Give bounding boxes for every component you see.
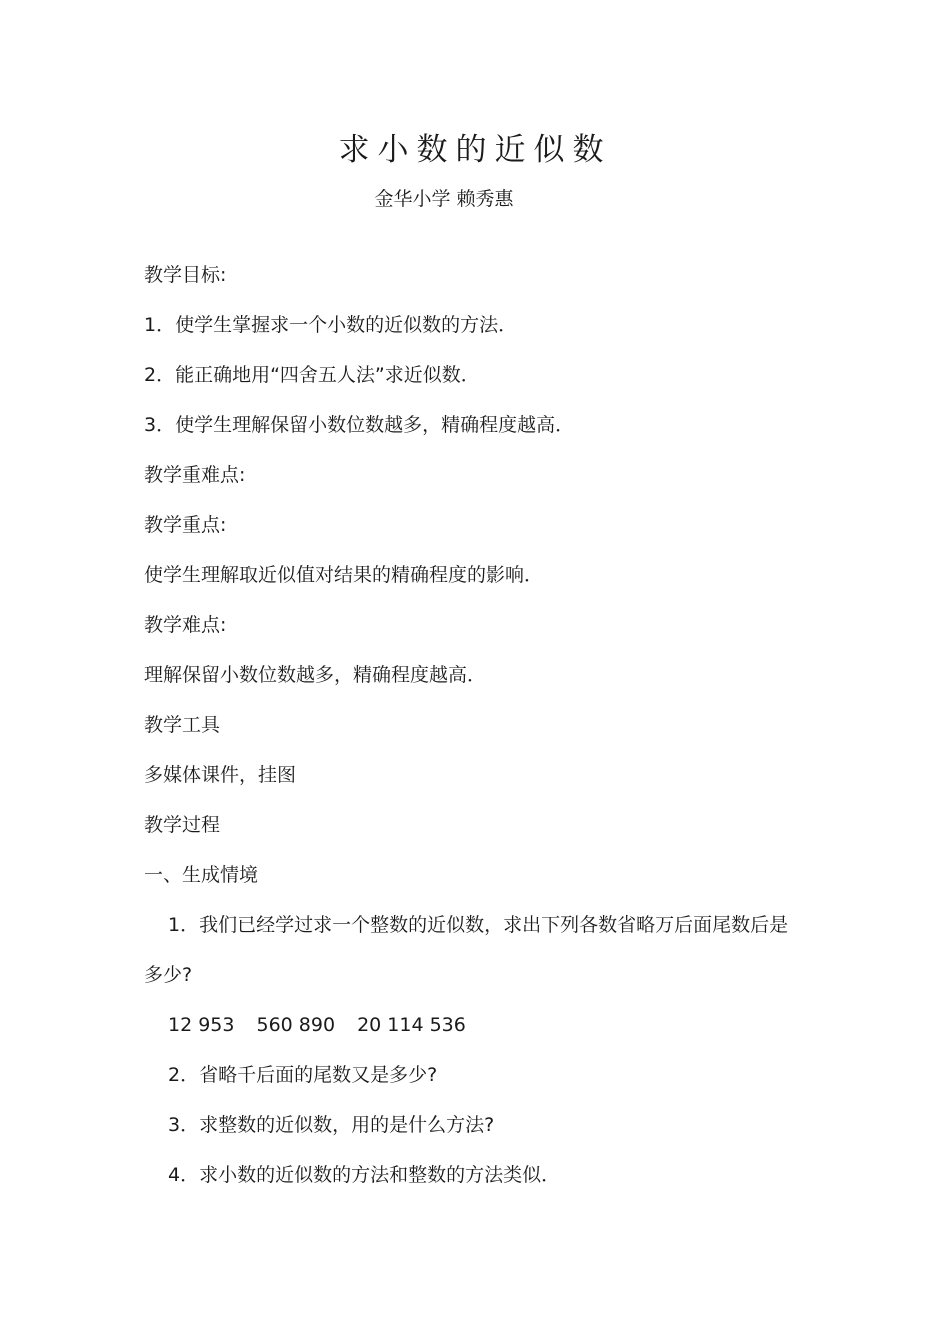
number-item: 20 114 536 [357,1014,466,1036]
heading-teaching-goals: 教学目标: [144,264,227,286]
goal-item-2: 2．能正确地用“四舍五人法”求近似数． [144,364,480,386]
number-item: 12 953 [168,1014,235,1036]
number-item: 560 890 [256,1014,336,1036]
heading-key-difficult-points: 教学重难点: [144,464,246,486]
document-body [144,262,824,1212]
process-item-1: 1．我们已经学过求一个整数的近似数，求出下列各数省略万后面尾数后是 [168,914,789,936]
heading-teaching-process: 教学过程 [144,814,221,836]
heading-teaching-tools: 教学工具 [144,714,221,736]
process-item-4: 4．求小数的近似数的方法和整数的方法类似． [168,1164,561,1186]
process-item-1-continued: 多少? [144,964,193,986]
goal-item-3: 3．使学生理解保留小数位数越多，精确程度越高． [144,414,575,436]
teaching-tools-text: 多媒体课件，挂图 [144,764,297,786]
difficult-point-text: 理解保留小数位数越多，精确程度越高． [144,664,487,686]
heading-key-point: 教学重点: [144,514,227,536]
process-item-2: 2．省略千后面的尾数又是多少? [168,1064,438,1086]
section-heading-1: 一、生成情境 [144,864,259,886]
document-title: 求小数的近似数 [338,132,612,168]
goal-item-1: 1．使学生掌握求一个小数的近似数的方法． [144,314,518,336]
heading-difficult-point: 教学难点: [144,614,227,636]
process-item-3: 3．求整数的近似数，用的是什么方法? [168,1114,495,1136]
number-list [144,1012,824,1038]
key-point-text: 使学生理解取近似值对结果的精确程度的影响． [144,564,544,586]
document-author: 金华小学 赖秀惠 [374,188,514,210]
